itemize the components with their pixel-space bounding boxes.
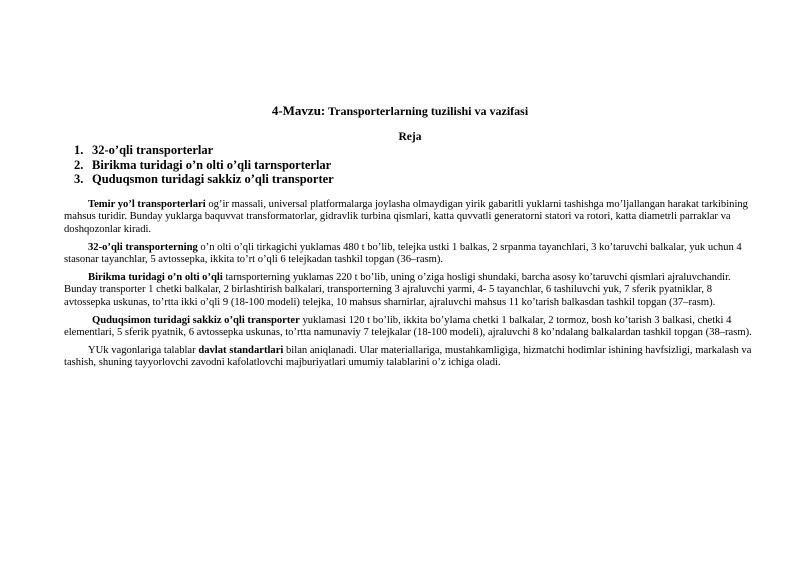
paragraph-bold-lead: 32-o’qli transporterning [88,241,198,253]
paragraph-text: tarnsporterning yuklamas 220 t bo’lib, uning o’ziga hosligi shundaki, barcha asosy ko’taruvchi qismlari ajraluvchandir. Bunday transporter 1 chetki balkalar, 2 birlashtirish balkalari, transporterning 3 ajraluvchi yarmi, 4- 5 tayanchlar, 6 tashiluvchi yuk, 7 sferik pyatniklar, 8 avtossepka uskunas, to’rtta ikki o’qli 9 (18-100 modeli) telejka, 10 mahsus sharnirlar, ajraluvchi mahsus 11 ko’tarish balkasdan tashkil topgan (37–rasm). [64,272,731,308]
document-title [0,103,800,119]
paragraph-text: o’n olti o’qli tirkagichi yuklamas 480 t bo’lib, telejka ustki 1 balkas, 2 srpanma tayanchlari, 3 ko’taruvchi balkalar, yuk uchun 4 stasonar tayanchlar, 5 avtossepka, ikkita to’rt o’qli 6 telejkadan tashkil topgan (36–rasm). [64,241,742,266]
plan-list [74,143,334,187]
plan-item-number: 1. [74,143,84,157]
paragraph-bold-lead: Quduqsimon turidagi sakkiz o’qli transporter [92,314,300,326]
plan-item-text: Quduqsmon turidagi sakkiz o’qli transporter [92,172,334,186]
plan-item [74,172,334,187]
paragraph [64,345,752,370]
paragraph-text-lead: YUk vagonlariga talablar [88,345,199,357]
paragraph-bold-lead: Temir yo’l transporterlari [88,199,206,210]
plan-heading: Reja [398,131,422,143]
plan-item-number: 2. [74,157,84,172]
paragraph-text: bilan aniqlanadi. Ular materiallariga, mustahkamligiga, hizmatchi hodimlar ishining havfsizligi, markalash va tashish, shuning tayyorlovchi zavodni kafolatlovchi majburiyatlari umumiy talablarini o’z ichiga oladi. [64,345,752,369]
title-prefix: 4-Mavzu: [271,103,326,118]
paragraph-text: yuklamasi 120 t bo’lib, ikkita bo’ylama chetki 1 balkalar, 2 tormoz, bosh ko’tarish 3 balkasi, chetki 4 elementlari, 5 sferik pyatnik, 6 avtossepka uskunas, to’rtta namunaviy 7 telejkalar (18-100 modeli), ajraluvchi 8 ko’ndalang balkalardan tashkil topgan (38–rasm). [64,314,752,339]
paragraph [64,242,752,267]
paragraph [64,272,752,309]
body-text [64,199,752,375]
plan-item-number: 3. [74,172,84,186]
paragraph [64,199,752,236]
plan-item [74,158,334,173]
paragraph [64,315,752,340]
plan-item-text: 32-o’qli transporterlar [92,143,214,157]
paragraph-bold-term: davlat standartlari [198,345,284,357]
paragraph-text: og’ir massali, universal platformalarga joylasha olmaydigan yirik gabaritli yuklarni tashishga mo’ljallangan harakat tarkibining mahsus turidir. Bunday yuklarga baquvvat transformatorlar, gidravlik turbina qismlari, katta quvvatli generatorni statori va rotori, katta diametrli parraklar va doshqozonlar kiradi. [64,199,748,235]
plan-item-text: Birikma turidagi o’n olti o’qli tarnsporterlar [92,157,332,172]
paragraph-bold-lead: Birikma turidagi o’n olti o’qli [88,272,223,284]
plan-item [74,143,334,158]
title-text: Transporterlarning tuzilishi va vazifasi [325,104,529,118]
